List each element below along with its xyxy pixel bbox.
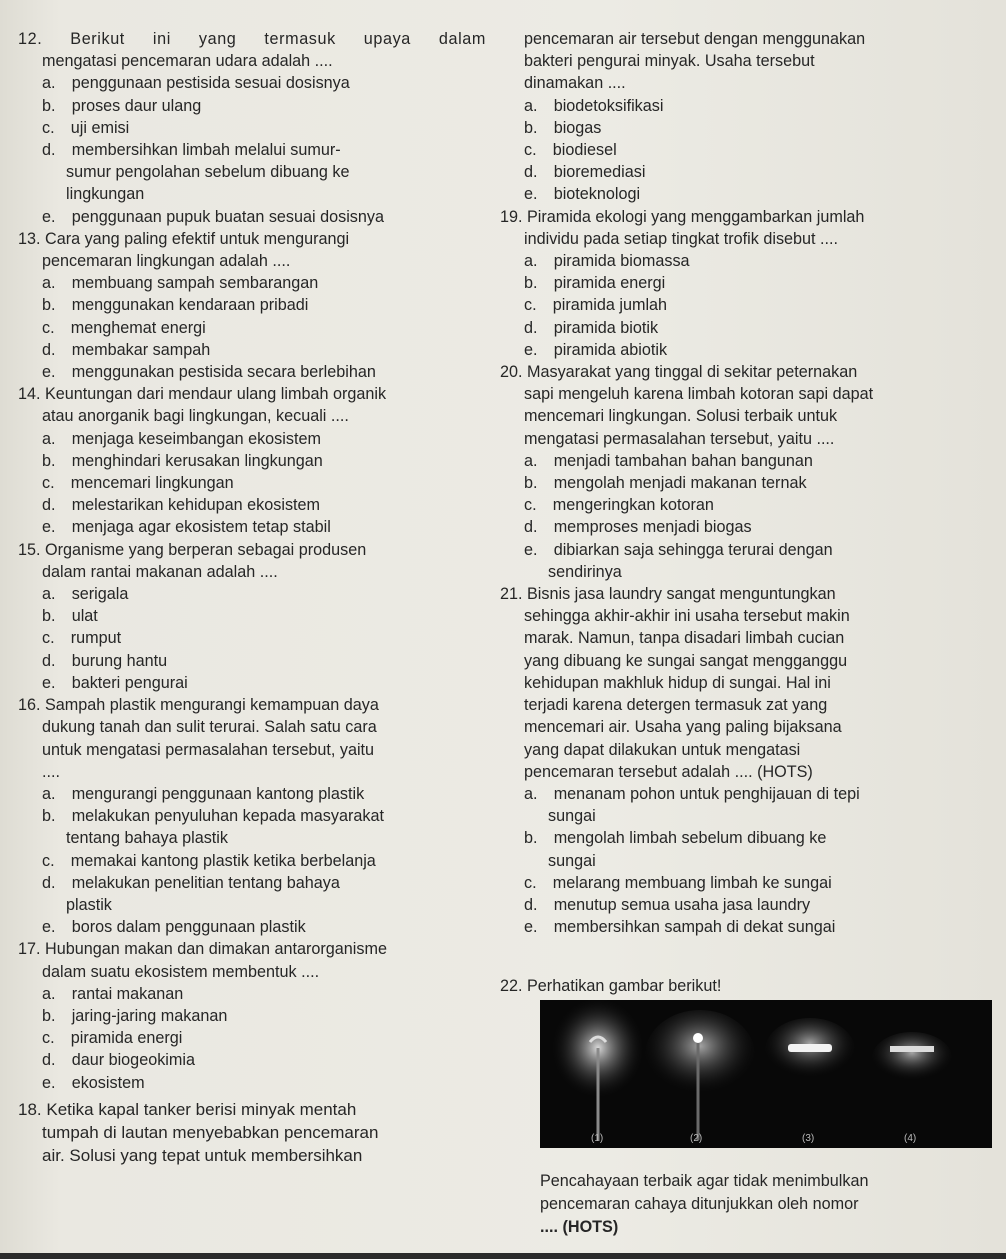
q17-stem: dalam suatu ekosistem membentuk .... bbox=[42, 962, 320, 981]
q20-stem: mengatasi permasalahan tersebut, yaitu .... bbox=[524, 429, 835, 448]
q16-stem: untuk mengatasi permasalahan tersebut, yaitu bbox=[42, 740, 375, 759]
q21-stem: sehingga akhir-akhir ini usaha tersebut makin bbox=[524, 607, 850, 626]
q21-stem: terjadi karena detergen termasuk zat yang bbox=[524, 696, 828, 715]
question-20 bbox=[500, 361, 990, 583]
question-12 bbox=[18, 28, 486, 228]
question-21 bbox=[500, 583, 990, 938]
q14-option-d: d. melestarikan kehidupan ekosistem bbox=[42, 496, 321, 515]
q21-stem: marak. Namun, tanpa disadari limbah cucian bbox=[524, 629, 845, 648]
question-14 bbox=[18, 383, 486, 538]
question-17 bbox=[18, 938, 486, 1093]
q15-option-e: e. bakteri pengurai bbox=[42, 673, 188, 692]
q20-option-e: sendirinya bbox=[548, 562, 622, 581]
q14-option-b: b. menghindari kerusakan lingkungan bbox=[42, 451, 323, 470]
q16-option-a: a. mengurangi penggunaan kantong plastik bbox=[42, 784, 365, 803]
q19-option-a: a. piramida biomassa bbox=[524, 252, 690, 271]
q13-option-c: c. menghemat energi bbox=[42, 318, 206, 337]
q21-option-c: c. melarang membuang limbah ke sungai bbox=[524, 873, 832, 892]
q18-stem: 18. Ketika kapal tanker berisi minyak mentah bbox=[18, 1099, 357, 1119]
q18-stem: air. Solusi yang tepat untuk membersihkan bbox=[42, 1145, 363, 1165]
q16-stem: .... bbox=[42, 762, 60, 781]
q22-caption-line: .... (HOTS) bbox=[540, 1218, 619, 1236]
figure-label-2: (2) bbox=[690, 1133, 703, 1144]
q17-option-a: a. rantai makanan bbox=[42, 984, 184, 1003]
question-16 bbox=[18, 694, 486, 938]
lamp-head bbox=[788, 1044, 832, 1052]
q14-option-e: e. menjaga agar ekosistem tetap stabil bbox=[42, 518, 331, 537]
left-column bbox=[18, 28, 486, 1167]
q16-option-d: d. melakukan penelitian tentang bahaya bbox=[42, 873, 340, 892]
q18-option-e: e. bioteknologi bbox=[524, 185, 641, 204]
q17-option-e: e. ekosistem bbox=[42, 1073, 145, 1092]
lamp-head bbox=[890, 1046, 934, 1052]
question-22 bbox=[500, 975, 990, 997]
q12-option-b: b. proses daur ulang bbox=[42, 96, 202, 115]
q12-option-d: sumur pengolahan sebelum dibuang ke bbox=[66, 163, 350, 182]
lamp-glow bbox=[645, 1010, 755, 1100]
q17-option-b: b. jaring-jaring makanan bbox=[42, 1006, 228, 1025]
q16-option-e: e. boros dalam penggunaan plastik bbox=[42, 918, 306, 937]
q21-option-a: sungai bbox=[548, 807, 596, 826]
q13-stem: 13. Cara yang paling efektif untuk mengurangi bbox=[18, 229, 350, 248]
q21-stem: yang dapat dilakukan untuk mengatasi bbox=[524, 740, 801, 759]
q15-option-d: d. burung hantu bbox=[42, 651, 168, 670]
q19-option-e: e. piramida abiotik bbox=[524, 340, 668, 359]
q14-option-a: a. menjaga keseimbangan ekosistem bbox=[42, 429, 321, 448]
q16-option-c: c. memakai kantong plastik ketika berbelanja bbox=[42, 851, 376, 870]
q21-stem: yang dibuang ke sungai sangat mengganggu bbox=[524, 651, 848, 670]
q15-option-c: c. rumput bbox=[42, 629, 122, 648]
q13-option-b: b. menggunakan kendaraan pribadi bbox=[42, 296, 309, 315]
q13-option-d: d. membakar sampah bbox=[42, 340, 211, 359]
q18-stem: pencemaran air tersebut dengan menggunakan bbox=[524, 30, 866, 48]
q12-stem: mengatasi pencemaran udara adalah .... bbox=[42, 52, 333, 71]
q18-stem: tumpah di lautan menyebabkan pencemaran bbox=[42, 1122, 379, 1142]
q20-stem: 20. Masyarakat yang tinggal di sekitar peternakan bbox=[500, 363, 858, 382]
q20-option-b: b. mengolah menjadi makanan ternak bbox=[524, 474, 807, 493]
q19-stem: 19. Piramida ekologi yang menggambarkan jumlah bbox=[500, 207, 865, 226]
q20-option-e: e. dibiarkan saja sehingga terurai dengan bbox=[524, 540, 833, 559]
q12-option-e: e. penggunaan pupuk buatan sesuai dosisnya bbox=[42, 207, 385, 226]
question-15 bbox=[18, 539, 486, 694]
q12-option-d: lingkungan bbox=[66, 185, 145, 204]
q19-stem: individu pada setiap tingkat trofik disebut .... bbox=[524, 229, 839, 248]
q20-option-d: d. memproses menjadi biogas bbox=[524, 518, 752, 537]
q13-stem: pencemaran lingkungan adalah .... bbox=[42, 252, 291, 271]
q20-option-c: c. mengeringkan kotoran bbox=[524, 496, 714, 515]
q12-option-c: c. uji emisi bbox=[42, 118, 130, 137]
q21-stem: kehidupan makhluk hidup di sungai. Hal ini bbox=[524, 673, 831, 692]
q19-option-d: d. piramida biotik bbox=[524, 318, 659, 337]
q16-option-d: plastik bbox=[66, 895, 112, 914]
q18-option-b: b. biogas bbox=[524, 118, 602, 137]
q22-caption-line: pencemaran cahaya ditunjukkan oleh nomor bbox=[540, 1195, 859, 1213]
q16-stem: dukung tanah dan sulit terurai. Salah satu cara bbox=[42, 718, 377, 737]
q12-option-d: d. membersihkan limbah melalui sumur- bbox=[42, 141, 341, 160]
q20-stem: mencemari lingkungan. Solusi terbaik untuk bbox=[524, 407, 838, 426]
q15-option-b: b. ulat bbox=[42, 607, 98, 626]
page-edge bbox=[0, 1253, 1006, 1259]
q22-stem: 22. Perhatikan gambar berikut! bbox=[500, 977, 722, 995]
q21-stem: pencemaran tersebut adalah .... (HOTS) bbox=[524, 762, 813, 781]
q19-option-c: c. piramida jumlah bbox=[524, 296, 668, 315]
q21-option-d: d. menutup semua usaha jasa laundry bbox=[524, 895, 811, 914]
q16-option-b: b. melakukan penyuluhan kepada masyarakat bbox=[42, 807, 384, 826]
q13-option-e: e. menggunakan pestisida secara berlebihan bbox=[42, 363, 376, 382]
q21-stem: mencemari air. Usaha yang paling bijaksana bbox=[524, 718, 842, 737]
figure-label-1: (1) bbox=[591, 1133, 604, 1144]
question-13 bbox=[18, 228, 486, 383]
q20-stem: sapi mengeluh karena limbah kotoran sapi dapat bbox=[524, 385, 874, 404]
q21-stem: 21. Bisnis jasa laundry sangat menguntungkan bbox=[500, 585, 836, 604]
q18-stem: bakteri pengurai minyak. Usaha tersebut bbox=[524, 52, 815, 71]
q21-option-e: e. membersihkan sampah di dekat sungai bbox=[524, 918, 836, 937]
q17-stem: 17. Hubungan makan dan dimakan antarorganisme bbox=[18, 940, 387, 959]
q20-option-a: a. menjadi tambahan bahan bangunan bbox=[524, 451, 813, 470]
q16-stem: 16. Sampah plastik mengurangi kemampuan daya bbox=[18, 696, 379, 715]
figure-label-4: (4) bbox=[904, 1133, 917, 1144]
q18-option-c: c. biodiesel bbox=[524, 141, 617, 160]
q15-stem: 15. Organisme yang berperan sebagai produsen bbox=[18, 540, 367, 559]
q15-stem: dalam rantai makanan adalah .... bbox=[42, 562, 278, 581]
q15-option-a: a. serigala bbox=[42, 585, 129, 604]
q14-option-c: c. mencemari lingkungan bbox=[42, 474, 234, 493]
q17-option-c: c. piramida energi bbox=[42, 1029, 183, 1048]
lamp-glow bbox=[872, 1032, 952, 1084]
q18-option-a: a. biodetoksifikasi bbox=[524, 96, 664, 115]
q18-option-d: d. bioremediasi bbox=[524, 163, 646, 182]
q21-option-b: b. mengolah limbah sebelum dibuang ke bbox=[524, 829, 827, 848]
street-lamps-image bbox=[540, 1000, 992, 1148]
q21-option-a: a. menanam pohon untuk penghijauan di tepi bbox=[524, 784, 860, 803]
q14-stem: atau anorganik bagi lingkungan, kecuali .... bbox=[42, 407, 349, 426]
question-18-continued bbox=[500, 28, 990, 206]
q14-stem: 14. Keuntungan dari mendaur ulang limbah organik bbox=[18, 385, 387, 404]
question-18 bbox=[18, 1098, 486, 1167]
right-column bbox=[500, 28, 990, 938]
q18-stem: dinamakan .... bbox=[524, 74, 626, 93]
q16-option-b: tentang bahaya plastik bbox=[66, 829, 228, 848]
q13-option-a: a. membuang sampah sembarangan bbox=[42, 274, 319, 293]
q12-option-a: a. penggunaan pestisida sesuai dosisnya bbox=[42, 74, 350, 93]
light-pollution-figure bbox=[540, 1000, 992, 1148]
q22-caption-line: Pencahayaan terbaik agar tidak menimbulkan bbox=[540, 1172, 869, 1190]
q21-option-b: sungai bbox=[548, 851, 596, 870]
q19-option-b: b. piramida energi bbox=[524, 274, 666, 293]
figure-label-3: (3) bbox=[802, 1133, 815, 1144]
q17-option-d: d. daur biogeokimia bbox=[42, 1051, 195, 1070]
lamp-head bbox=[693, 1033, 703, 1043]
q22-caption bbox=[540, 1170, 990, 1239]
question-19 bbox=[500, 206, 990, 361]
q12-stem: 12. Berikut ini yang termasuk upaya dalam bbox=[18, 30, 486, 48]
